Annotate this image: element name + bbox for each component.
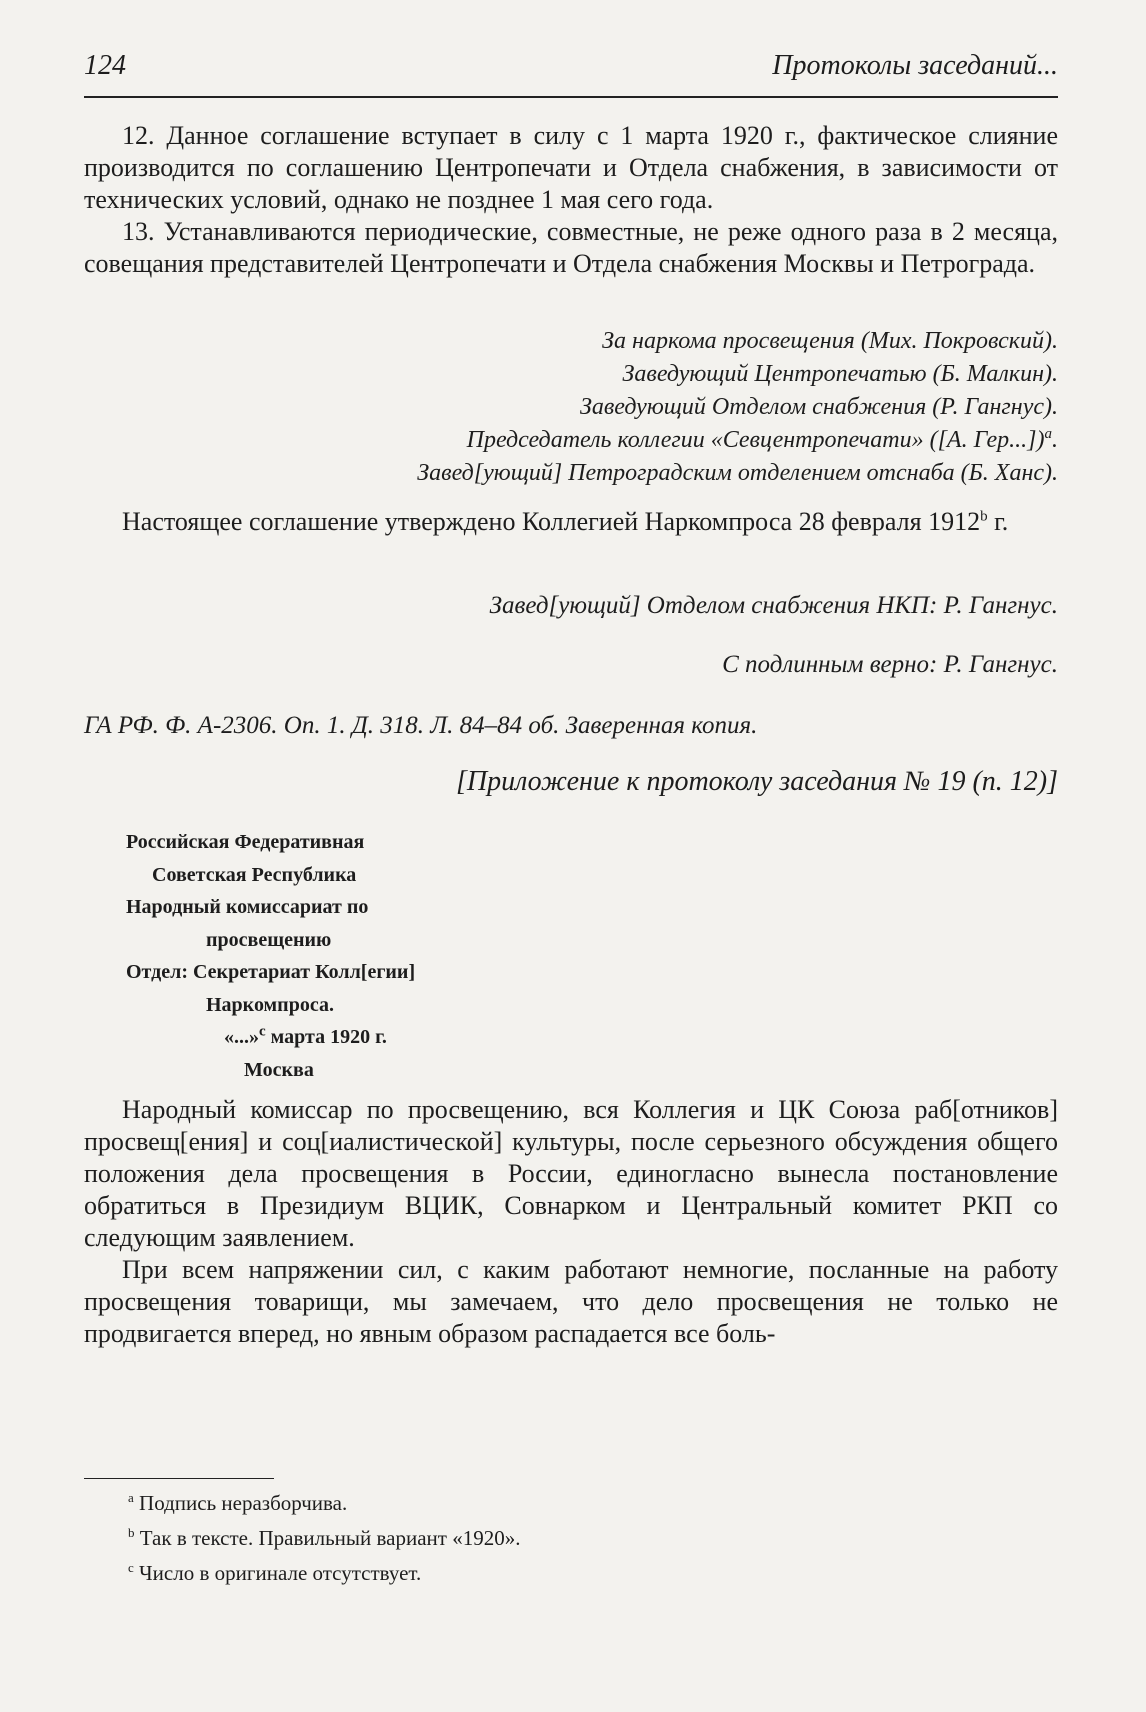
archive-source: ГА РФ. Ф. А-2306. Оп. 1. Д. 318. Л. 84–84 об. Заверенная копия. bbox=[84, 712, 758, 739]
footnote-mark: a bbox=[128, 1490, 134, 1505]
clause-12: 12. Данное соглашение вступает в силу с 1 марта 1920 г., фактическое слияние производится по соглашению Центропечати и Отдела снабжения, в зависимости от технических условий, однако не позднее 1 мая сего года. bbox=[84, 121, 1058, 214]
date-prefix: «...» bbox=[224, 1026, 259, 1048]
clause-block bbox=[84, 120, 1058, 280]
approval-head-signature: Завед[ующий] Отделом снабжения НКП: Р. Гангнус. bbox=[489, 592, 1058, 619]
footnote-mark: a bbox=[1044, 426, 1052, 442]
footnote-mark: b bbox=[128, 1525, 135, 1540]
signature-line: Завед[ующий] Петроградским отделением отснаба (Б. Ханс). bbox=[417, 460, 1058, 486]
approval-paragraph bbox=[84, 506, 1058, 538]
running-title: Протоколы заседаний... bbox=[772, 50, 1058, 81]
footnote-mark: c bbox=[259, 1023, 266, 1040]
letterhead-city: Москва bbox=[244, 1058, 314, 1081]
signature-line bbox=[84, 424, 1058, 457]
signature-line: Заведующий Отделом снабжения (Р. Гангнус). bbox=[580, 394, 1058, 420]
letterhead bbox=[126, 826, 516, 1086]
signature-line: Заведующий Центропечатью (Б. Малкин). bbox=[622, 361, 1058, 387]
letterhead-line: просвещению bbox=[206, 928, 332, 951]
letterhead-line: Советская Республика bbox=[152, 863, 357, 886]
footnote-text: Число в оригинале отсутствует. bbox=[139, 1561, 422, 1585]
footnote-text: Подпись неразборчива. bbox=[139, 1491, 348, 1515]
footnote-text: Так в тексте. Правильный вариант «1920». bbox=[139, 1526, 521, 1550]
approval-block bbox=[84, 506, 1058, 538]
letter-body bbox=[84, 1094, 1058, 1350]
approval-tail: г. bbox=[987, 507, 1009, 536]
page-number: 124 bbox=[84, 50, 126, 81]
signature-period: . bbox=[1052, 427, 1058, 453]
approval-text: Настоящее соглашение утверждено Коллегией Наркомпроса 28 февраля 1912 bbox=[122, 507, 981, 536]
body-paragraph: При всем напряжении сил, с каким работают немногие, посланные на работу просвещения товарищи, мы замечаем, что дело просвещения не только не продвигается вперед, но явным образом распадается все боль- bbox=[84, 1255, 1058, 1348]
date-rest: марта 1920 г. bbox=[265, 1026, 387, 1048]
footnote bbox=[128, 1556, 1028, 1591]
signature-text: Председатель коллегии «Севцентропечати» ([А. Гер...]) bbox=[466, 427, 1045, 453]
verified-signature: С подлинным верно: Р. Гангнус. bbox=[722, 651, 1058, 678]
signature-list bbox=[84, 325, 1058, 490]
signature-line: За наркома просвещения (Мих. Покровский). bbox=[602, 328, 1058, 354]
letterhead-line: Российская Федеративная bbox=[126, 831, 365, 853]
letterhead-date bbox=[126, 1021, 516, 1054]
footnote bbox=[128, 1521, 1028, 1556]
clause-13: 13. Устанавливаются периодические, совместные, не реже одного раза в 2 месяца, совещания представителей Центропечати и Отдела снабжения Москвы и Петрограда. bbox=[84, 217, 1058, 278]
footnote-mark: b bbox=[980, 508, 988, 525]
running-head bbox=[84, 44, 1058, 98]
footnote-divider bbox=[84, 1478, 274, 1479]
footnote bbox=[128, 1486, 1028, 1521]
letterhead-line: Отдел: Секретариат Колл[егии] bbox=[126, 961, 416, 983]
letterhead-line: Народный комиссариат по bbox=[126, 896, 369, 918]
letterhead-line: Наркомпроса. bbox=[206, 993, 334, 1016]
footnote-mark: c bbox=[128, 1560, 134, 1575]
body-paragraph: Народный комиссар по просвещению, вся Коллегия и ЦК Союза раб[отников] просвещ[ения] и соц[иалистической] культуры, после серьезного обсуждения общего положения дела просвещения в России, единогласно вынесла постановление обратиться в Президиум ВЦИК, Совнарком и Центральный комитет РКП со следующим заявлением. bbox=[84, 1095, 1058, 1252]
appendix-title: [Приложение к протоколу заседания № 19 (п. 12)] bbox=[455, 766, 1058, 797]
footnotes bbox=[128, 1486, 1028, 1591]
